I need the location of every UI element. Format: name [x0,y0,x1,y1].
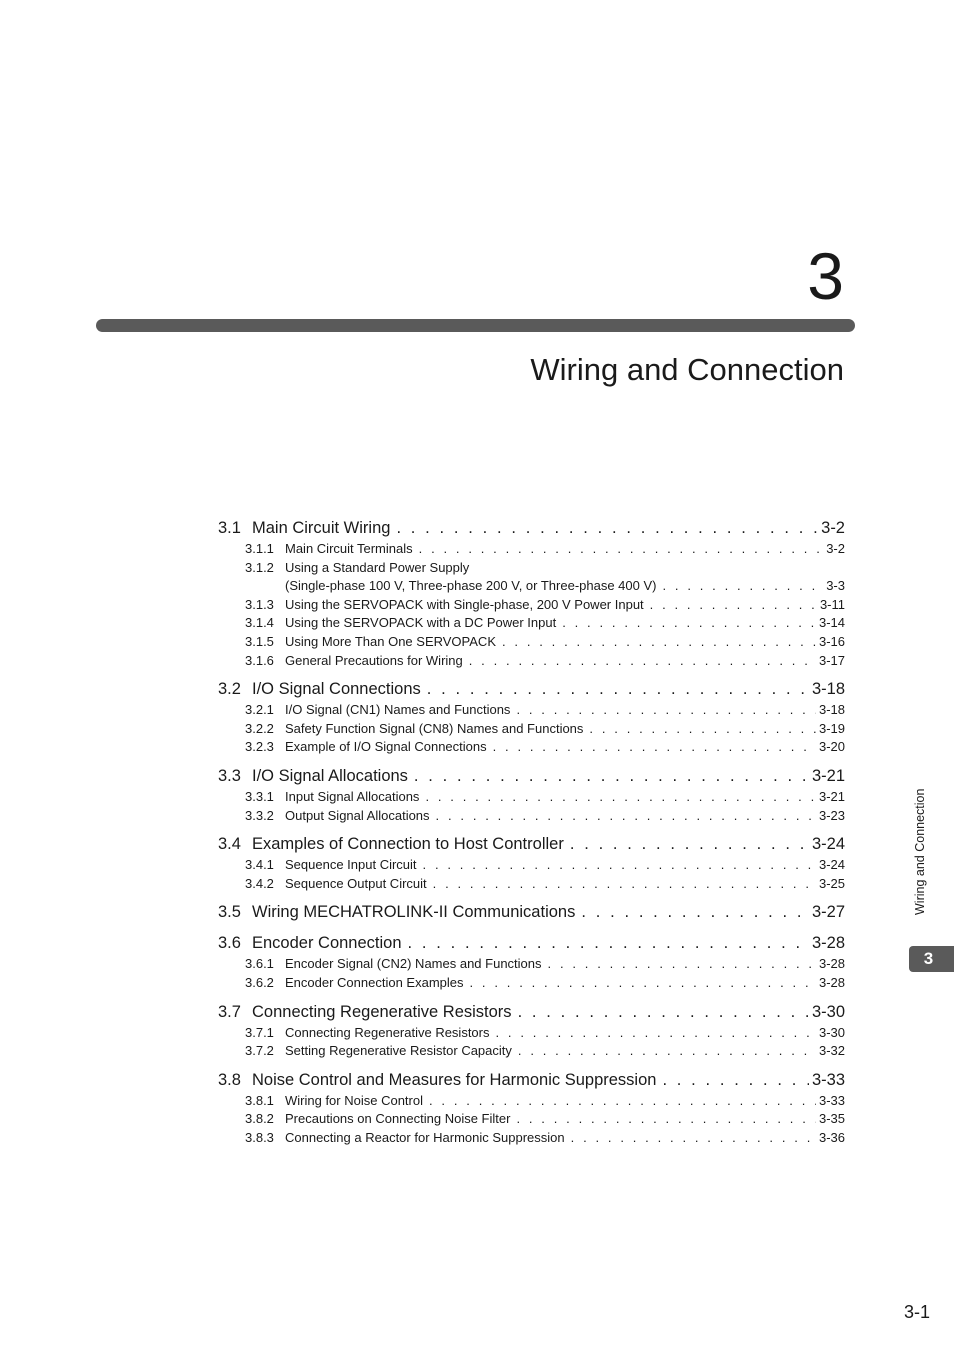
toc-subsection-title: Encoder Connection Examples [285,974,464,990]
toc-subsection-page: 3-21 [818,788,845,804]
toc-leader-dots [419,540,824,559]
toc-leader-dots [493,738,816,757]
toc-leader-dots [650,596,817,615]
toc-section-number: 3.4 [218,835,241,854]
toc-subsection-number: 3.4.2 [245,875,274,891]
toc-section-entry[interactable] [218,900,845,924]
toc-subsection-entry[interactable] [218,633,845,652]
toc-subsection-title: Main Circuit Terminals [285,541,413,556]
toc-subsection-number: 3.8.2 [245,1111,274,1127]
toc-section [218,931,845,992]
chapter-title: Wiring and Connection [530,352,844,387]
toc-subsection-number: 3.8.1 [245,1092,274,1108]
toc-subsection-entry[interactable] [218,807,845,826]
toc-subsection-number: 3.7.1 [245,1024,274,1040]
toc-subsection-number: 3.1.5 [245,633,274,649]
toc-subsection-number: 3.2.1 [245,702,274,718]
toc-subsection-entry[interactable] [218,856,845,875]
toc-leader-dots [469,652,816,671]
toc-section-page: 3-21 [811,766,845,785]
toc-subsection-page: 3-28 [818,956,845,972]
toc-subsection-title: Connecting Regenerative Resistors [285,1024,490,1040]
toc-subsection-page: 3-23 [818,807,845,823]
toc-subsection-title: General Precautions for Wiring [285,652,463,668]
toc-subsection-entry[interactable] [218,875,845,894]
toc-subsection-entry[interactable] [218,1110,845,1129]
toc-subsection-number: 3.4.1 [245,857,274,873]
toc-subsection-page: 3-20 [818,739,845,755]
toc-subsection-number: 3.1.6 [245,652,274,668]
toc-leader-dots [589,720,816,739]
toc-section [218,677,845,757]
toc-subsection-entry[interactable] [218,1024,845,1043]
toc-subsection-title: Encoder Signal (CN2) Names and Functions [285,956,542,972]
toc-leader-dots [571,1129,816,1148]
toc-leader-dots [518,1000,809,1024]
toc-subsection-number: 3.1.2 [245,559,274,575]
toc-section-entry[interactable] [218,516,845,540]
toc-section [218,1068,845,1148]
toc-leader-dots [518,1042,816,1061]
toc-section-number: 3.1 [218,519,241,537]
toc-subsection-title-continued: (Single-phase 100 V, Three-phase 200 V, or Three-phase 400 V) [285,578,657,594]
toc-subsection-title: I/O Signal (CN1) Names and Functions [285,702,511,718]
toc-subsection-number: 3.6.2 [245,974,274,990]
toc-subsection-page: 3-35 [818,1111,845,1127]
page-number: 3-1 [903,1302,930,1322]
toc-subsection-title: Input Signal Allocations [285,788,420,804]
toc-leader-dots [662,1068,809,1092]
toc-subsection-page: 3-18 [818,702,845,718]
toc-subsection-entry[interactable] [218,701,845,720]
toc-subsection-page: 3-2 [826,541,845,556]
toc-subsection-entry[interactable] [218,540,845,559]
toc-section-title: Examples of Connection to Host Controller [252,835,564,854]
toc-subsection-page: 3-3 [826,578,845,594]
toc-leader-dots [516,701,816,720]
toc-subsection-entry[interactable] [218,1092,845,1111]
toc-leader-dots [425,788,816,807]
toc-subsection-number: 3.2.3 [245,739,274,755]
toc-subsection-page: 3-11 [819,596,845,612]
toc-leader-dots [433,875,816,894]
toc-subsection-title: Connecting a Reactor for Harmonic Suppression [285,1129,565,1145]
toc-subsection-number: 3.7.2 [245,1043,274,1059]
toc-subsection-entry[interactable] [218,614,845,633]
toc-subsection-entry[interactable] [218,652,845,671]
toc-leader-dots [562,614,816,633]
toc-leader-dots [570,832,809,856]
side-tab-chapter-number: 3 [909,946,954,972]
table-of-contents [218,516,845,1154]
toc-subsection-title: Output Signal Allocations [285,807,430,823]
toc-subsection-page: 3-30 [818,1024,845,1040]
toc-subsection-number: 3.6.1 [245,956,274,972]
toc-subsection-title: Using the SERVOPACK with a DC Power Input [285,615,557,631]
toc-section-page: 3-33 [811,1070,845,1089]
toc-section-title: I/O Signal Allocations [252,766,408,785]
toc-section [218,764,845,825]
toc-subsection-page: 3-16 [818,633,845,649]
toc-section-title: Main Circuit Wiring [252,519,391,537]
toc-section-title: Noise Control and Measures for Harmonic Suppression [252,1070,657,1089]
toc-subsection-number: 3.1.1 [245,541,274,556]
toc-leader-dots [423,856,816,875]
toc-subsection-page: 3-19 [818,720,845,736]
toc-leader-dots [429,1092,816,1111]
toc-leader-dots [502,633,816,652]
toc-subsection-page: 3-28 [818,974,845,990]
toc-section [218,832,845,893]
toc-subsection-title: Example of I/O Signal Connections [285,739,487,755]
toc-section-page: 3-18 [811,680,845,699]
toc-subsection-page: 3-33 [818,1092,845,1108]
toc-subsection-number: 3.1.4 [245,615,274,631]
toc-subsection-number: 3.1.3 [245,596,274,612]
toc-subsection-title: Wiring for Noise Control [285,1092,423,1108]
toc-leader-dots [408,931,809,955]
toc-section-entry[interactable] [218,764,845,788]
toc-section-number: 3.5 [218,903,241,922]
toc-leader-dots [662,577,823,596]
toc-section [218,516,845,670]
toc-subsection-number: 3.3.1 [245,788,274,804]
toc-leader-dots [427,677,809,701]
toc-section-number: 3.7 [218,1002,241,1021]
toc-subsection-page: 3-25 [818,875,845,891]
toc-subsection-title: Sequence Output Circuit [285,875,427,891]
toc-leader-dots [396,516,818,540]
toc-subsection-page: 3-24 [818,857,845,873]
toc-leader-dots [496,1024,816,1043]
toc-section-page: 3-27 [811,903,845,922]
toc-leader-dots [548,955,816,974]
toc-section-entry[interactable] [218,677,845,701]
toc-leader-dots [436,807,816,826]
toc-subsection-entry[interactable] [218,974,845,993]
toc-leader-dots [516,1110,816,1129]
toc-section-number: 3.8 [218,1070,241,1089]
toc-subsection-page: 3-36 [818,1129,845,1145]
toc-subsection-entry[interactable] [218,559,845,578]
toc-section-page: 3-24 [811,835,845,854]
toc-subsection-title: Sequence Input Circuit [285,857,417,873]
toc-subsection-title: Safety Function Signal (CN8) Names and Functions [285,720,584,736]
toc-section-entry[interactable] [218,931,845,955]
toc-section-entry[interactable] [218,1000,845,1024]
toc-subsection-page: 3-14 [818,615,845,631]
toc-subsection-entry-continued[interactable] [218,577,845,596]
toc-section-entry[interactable] [218,832,845,856]
toc-subsection-title: Using the SERVOPACK with Single-phase, 200 V Power Input [285,596,644,612]
toc-subsection-number: 3.3.2 [245,807,274,823]
toc-subsection-number: 3.2.2 [245,720,274,736]
toc-section [218,1000,845,1061]
toc-section-number: 3.3 [218,766,241,785]
toc-subsection-page: 3-17 [818,652,845,668]
toc-subsection-title: Precautions on Connecting Noise Filter [285,1111,511,1127]
toc-section-page: 3-28 [811,934,845,953]
toc-subsection-entry[interactable] [218,596,845,615]
toc-subsection-title: Using a Standard Power Supply [285,559,470,575]
toc-subsection-entry[interactable] [218,788,845,807]
chapter-divider-bar [96,319,855,332]
toc-section-title: Wiring MECHATROLINK-II Communications [252,903,576,922]
toc-leader-dots [470,974,816,993]
toc-section-page: 3-30 [811,1002,845,1021]
side-tab-label: Wiring and Connection [913,788,927,915]
toc-subsection-entry[interactable] [218,955,845,974]
toc-section-title: I/O Signal Connections [252,680,421,699]
toc-section-number: 3.2 [218,680,241,699]
toc-subsection-entry[interactable] [218,720,845,739]
toc-section [218,900,845,924]
toc-subsection-entry[interactable] [218,1042,845,1061]
toc-subsection-number: 3.8.3 [245,1129,274,1145]
toc-section-entry[interactable] [218,1068,845,1092]
toc-section-title: Encoder Connection [252,934,402,953]
toc-subsection-title: Setting Regenerative Resistor Capacity [285,1043,512,1059]
toc-section-number: 3.6 [218,934,241,953]
toc-subsection-entry[interactable] [218,1129,845,1148]
toc-section-title: Connecting Regenerative Resistors [252,1002,512,1021]
toc-subsection-entry[interactable] [218,738,845,757]
toc-leader-dots [581,900,809,924]
toc-leader-dots [414,764,809,788]
chapter-number: 3 [807,239,844,313]
toc-subsection-title: Using More Than One SERVOPACK [285,633,496,649]
toc-subsection-page: 3-32 [818,1043,845,1059]
toc-section-page: 3-2 [821,519,845,537]
